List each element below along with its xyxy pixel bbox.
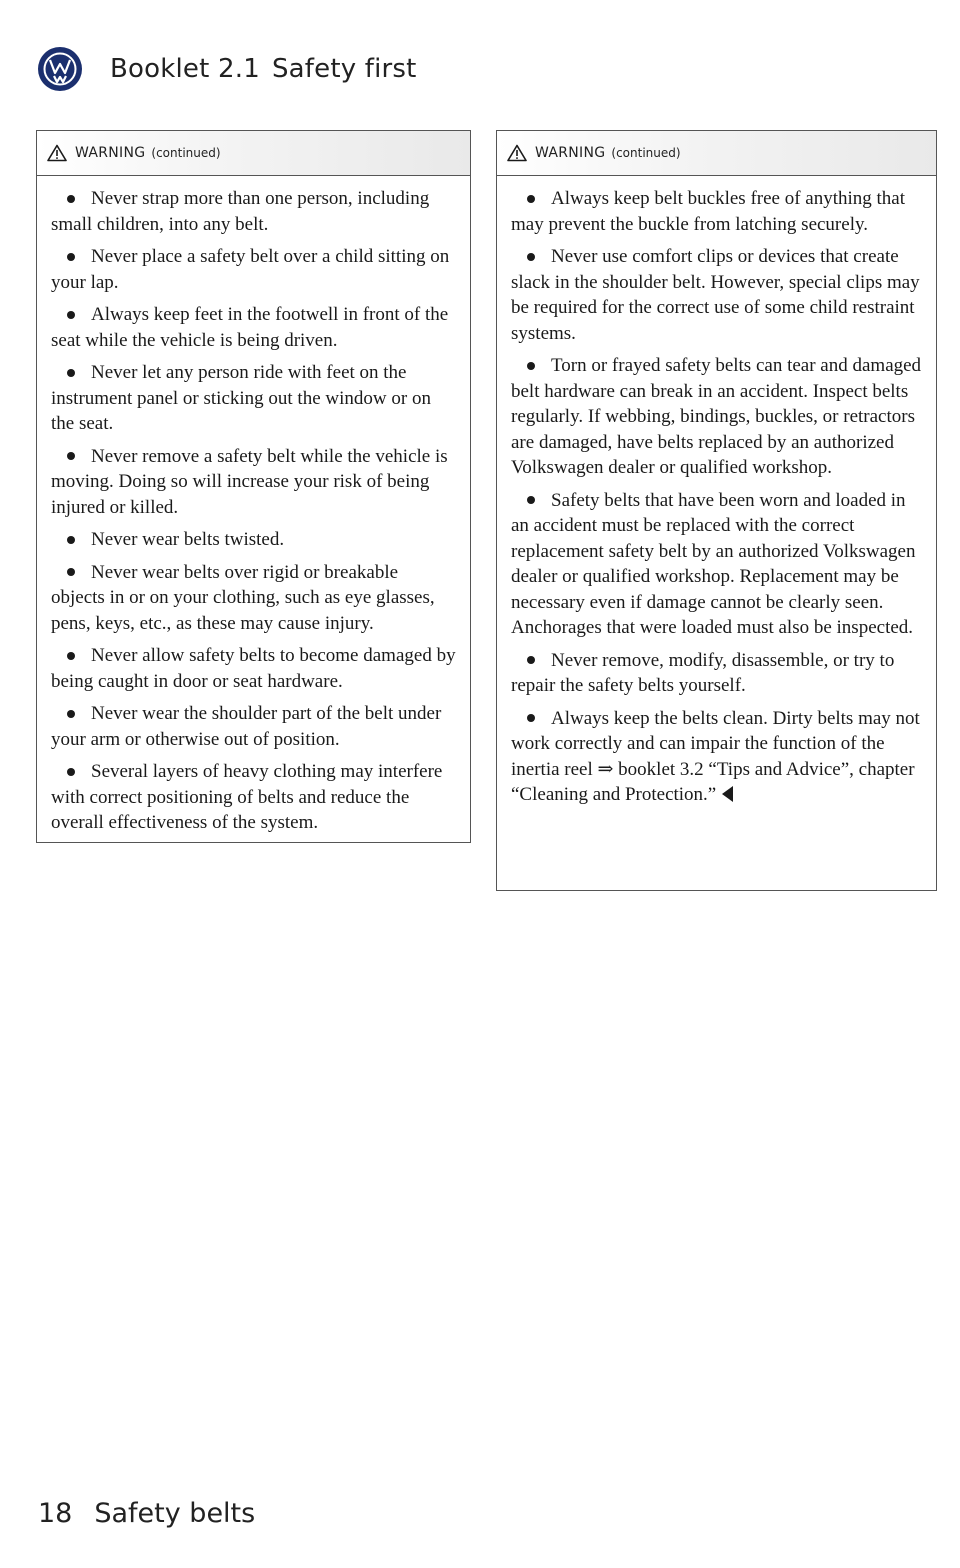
page-footer bbox=[38, 1498, 255, 1529]
bullet-icon bbox=[67, 768, 75, 776]
warning-triangle-icon bbox=[47, 144, 67, 162]
bullet-icon bbox=[67, 369, 75, 377]
list-item: Several layers of heavy clothing may interfere with correct positioning of belts and reduce the overall effectiveness of the system. bbox=[51, 761, 443, 833]
bullet-icon bbox=[67, 652, 75, 660]
warning-triangle-icon bbox=[507, 144, 527, 162]
bullet-icon bbox=[527, 195, 535, 203]
bullet-icon bbox=[67, 452, 75, 460]
bullet-icon bbox=[527, 253, 535, 261]
list-item: Never wear belts twisted. bbox=[51, 527, 456, 553]
warning-header-left bbox=[37, 131, 470, 176]
list-item: Never remove a safety belt while the vehicle is moving. Doing so will increase your risk of being injured or killed. bbox=[51, 445, 448, 518]
bullet-icon bbox=[67, 710, 75, 718]
bullet-icon bbox=[67, 253, 75, 261]
list-item: Never strap more than one person, including small children, into any belt. bbox=[51, 188, 430, 235]
list-item: Safety belts that have been worn and loaded in an accident must be replaced with the correct replacement safety belt by an authorized Volkswagen dealer or qualified workshop. Replacement may be necessary even if damage cannot be clearly seen. Anchorages that were loaded must also be inspected. bbox=[511, 489, 916, 638]
page-number: 18 bbox=[38, 1498, 73, 1529]
list-item: Always keep feet in the footwell in front of the seat while the vehicle is being driven. bbox=[51, 304, 449, 351]
page-header bbox=[38, 46, 417, 92]
warning-continued: (continued) bbox=[151, 146, 221, 160]
warning-label: WARNING bbox=[535, 145, 606, 161]
warning-list-left bbox=[37, 176, 470, 851]
list-item: Always keep the belts clean. Dirty belts may not work correctly and can impair the function of the inertia reel ⇒ booklet 3.2 “Tips and Advice”, chapter “Cleaning and Protection.” bbox=[511, 707, 920, 805]
list-item: Never use comfort clips or devices that create slack in the shoulder belt. However, special clips may be required for the correct use of some child restraint systems. bbox=[511, 246, 920, 344]
bullet-icon bbox=[527, 362, 535, 370]
bullet-icon bbox=[67, 311, 75, 319]
warning-label: WARNING bbox=[75, 145, 146, 161]
bullet-icon bbox=[67, 536, 75, 544]
booklet-label: Booklet 2.1 bbox=[110, 54, 260, 84]
list-item: Never let any person ride with feet on the instrument panel or sticking out the window or on the seat. bbox=[51, 362, 431, 434]
list-item: Always keep belt buckles free of anything that may prevent the buckle from latching securely. bbox=[511, 188, 906, 235]
section-title: Safety first bbox=[271, 54, 417, 84]
header-title bbox=[110, 54, 417, 84]
warning-list-right bbox=[497, 176, 936, 823]
bullet-icon bbox=[67, 195, 75, 203]
warning-box-right bbox=[496, 130, 937, 891]
end-of-section-arrow-icon bbox=[722, 786, 733, 802]
bullet-icon bbox=[67, 568, 75, 576]
warning-box-left bbox=[36, 130, 471, 843]
bullet-icon bbox=[527, 496, 535, 504]
list-item: Never wear the shoulder part of the belt under your arm or otherwise out of position. bbox=[51, 703, 442, 750]
warning-continued: (continued) bbox=[611, 146, 681, 160]
list-item: Never wear belts over rigid or breakable objects in or on your clothing, such as eye glasses, pens, keys, etc., as these may cause injury. bbox=[51, 561, 435, 634]
list-item: Never place a safety belt over a child sitting on your lap. bbox=[51, 246, 450, 293]
bullet-icon bbox=[527, 714, 535, 722]
list-item: Never allow safety belts to become damaged by being caught in door or seat hardware. bbox=[51, 645, 456, 692]
bullet-icon bbox=[527, 656, 535, 664]
vw-logo-icon bbox=[38, 47, 82, 91]
warning-header-right bbox=[497, 131, 936, 176]
chapter-title: Safety belts bbox=[94, 1498, 256, 1529]
list-item: Torn or frayed safety belts can tear and damaged belt hardware can break in an accident. Inspect belts regularly. If webbing, bindings, buckles, or retractors are damaged, have belts replaced by an authorized Volkswagen dealer or qualified workshop. bbox=[511, 355, 922, 478]
list-item: Never remove, modify, disassemble, or try to repair the safety belts yourself. bbox=[511, 649, 895, 696]
